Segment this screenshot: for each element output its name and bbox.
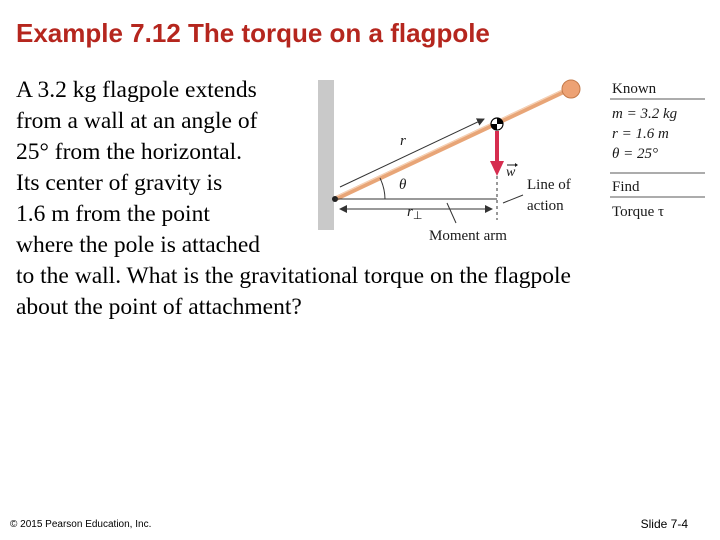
r-perp-label: $r_\perp$ <box>407 204 423 222</box>
center-of-gravity <box>491 118 503 130</box>
problem-line: 1.6 m from the point <box>16 201 210 227</box>
copyright-notice: © 2015 Pearson Education, Inc. <box>10 519 152 530</box>
known-header: Known <box>612 81 657 97</box>
moment-arm-leader <box>447 203 456 223</box>
problem-line: Its center of gravity is <box>16 170 223 196</box>
r-label: r <box>400 133 406 149</box>
wall <box>318 80 334 230</box>
line-of-action-label-line2: action <box>527 198 564 214</box>
slide-title: Example 7.12 The torque on a flagpole <box>16 18 490 48</box>
theta-label: θ <box>399 177 407 193</box>
known-item: θ = 25° <box>612 146 658 162</box>
known-find-panel <box>610 81 705 220</box>
known-item: r = 1.6 m <box>612 126 669 142</box>
problem-line: where the pole is attached <box>16 232 261 258</box>
flagpole-diagram <box>310 70 710 250</box>
find-item: Torque τ <box>612 204 665 220</box>
known-item: m = 3.2 kg <box>612 106 678 122</box>
theta-arc <box>380 178 385 199</box>
line-of-action-label-line1: Line of <box>527 177 571 193</box>
problem-line: A 3.2 kg flagpole extends <box>16 77 257 103</box>
flagpole-knob <box>562 80 580 98</box>
problem-line: to the wall. What is the gravitational torque on the flagpole <box>16 263 571 289</box>
moment-arm-label: Moment arm <box>429 228 507 244</box>
find-header: Find <box>612 179 640 195</box>
problem-line: about the point of attachment? <box>16 294 302 320</box>
slide-number: Slide 7-4 <box>640 517 688 531</box>
w-label: w <box>506 165 516 180</box>
problem-line: 25° from the horizontal. <box>16 139 243 165</box>
r-vector-arrow <box>340 119 484 187</box>
problem-line: from a wall at an angle of <box>16 108 258 134</box>
line-of-action-leader <box>503 195 523 203</box>
